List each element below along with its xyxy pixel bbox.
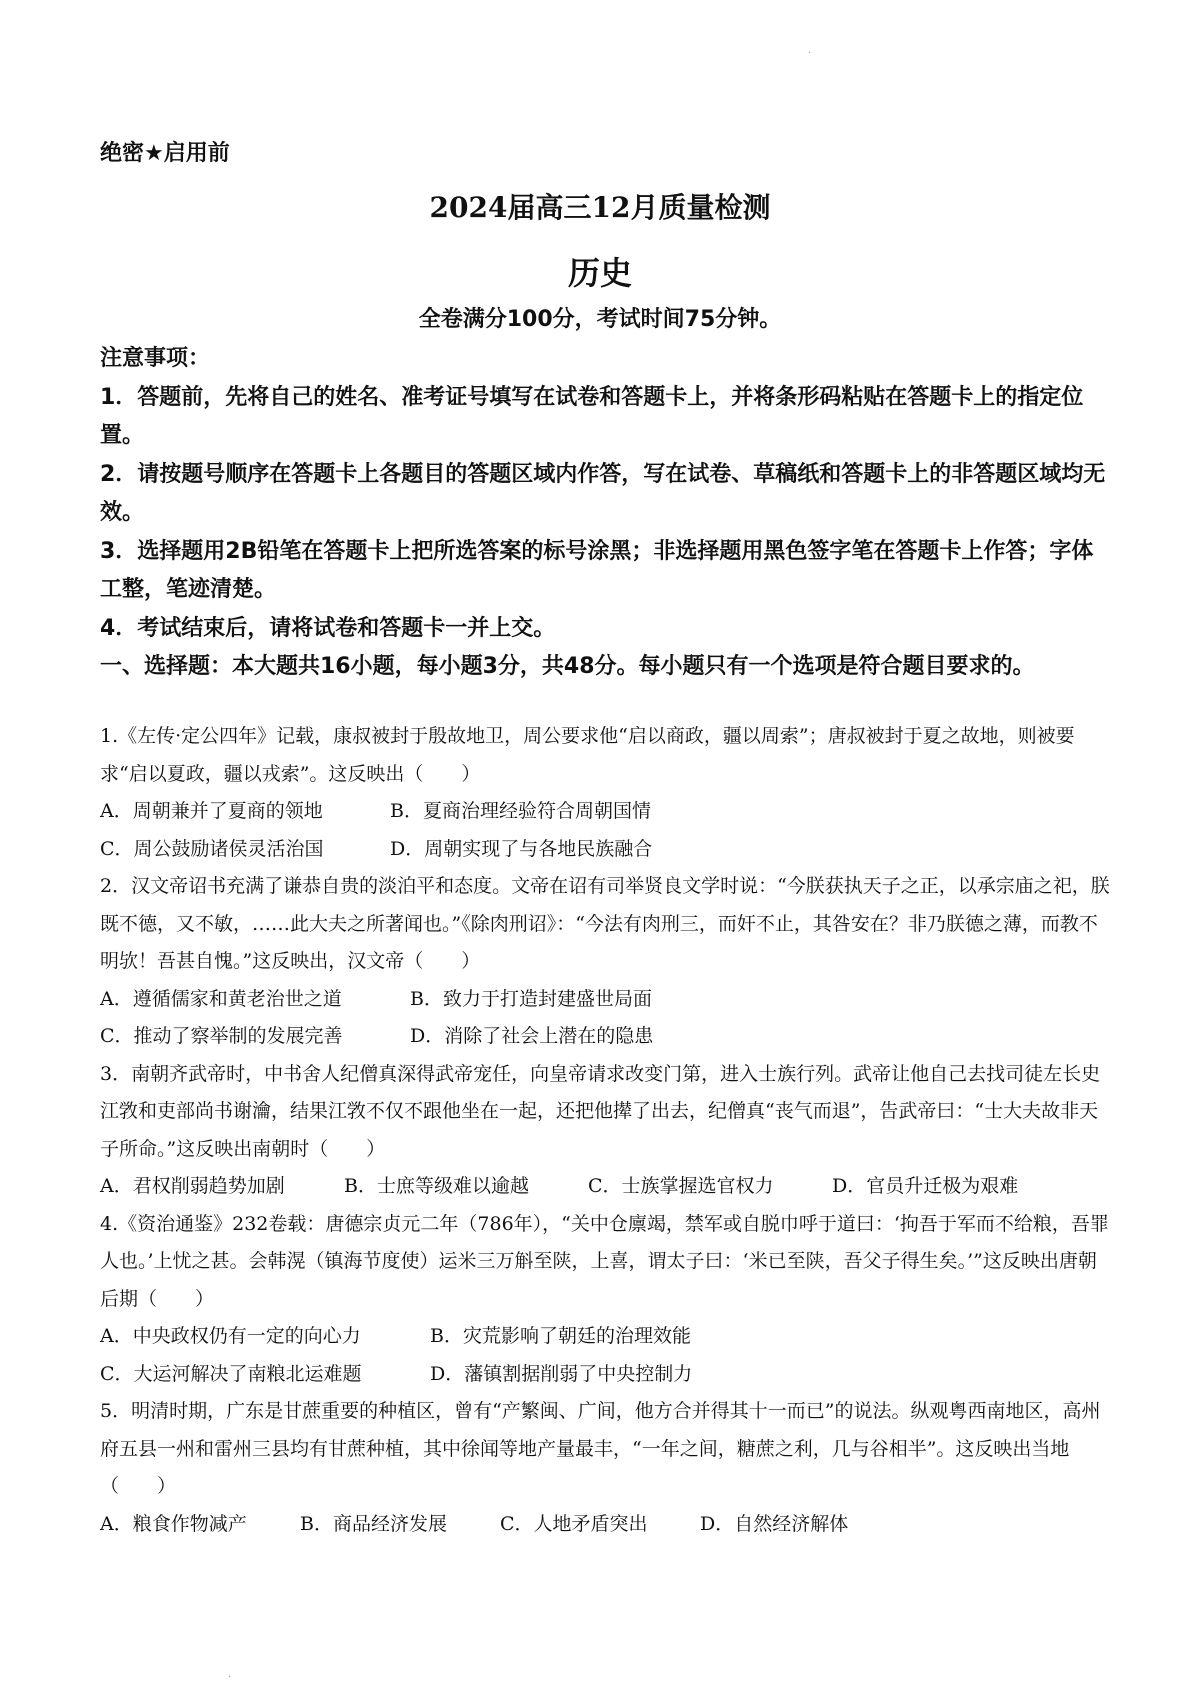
section-heading: 一、选择题：本大题共16小题，每小题3分，共48分。每小题只有一个选项是符合题目要求的。: [100, 654, 1035, 679]
question-stem: 1.《左传·定公四年》记载，康叔被封于殷故地卫，周公要求他“启以商政，疆以周索”；唐叔被封于夏之故地，则被要求“启以夏政，疆以戎索”。这反映出（ ）: [100, 725, 1075, 785]
option: D．自然经济解体: [700, 1512, 849, 1535]
exam-title: 2024届高三12月质量检测: [429, 191, 771, 224]
option: A．粮食作物减产: [100, 1512, 247, 1535]
option-row: [100, 1318, 1110, 1356]
option: B．致力于打造封建盛世局面: [410, 987, 652, 1010]
notes-heading: 注意事项：: [100, 346, 211, 371]
option: B．灾荒影响了朝廷的治理效能: [430, 1325, 691, 1347]
question-stem: 3．南朝齐武帝时，中书舍人纪僧真深得武帝宠任，向皇帝请求改变门第，进入士族行列。武帝让他自己去找司徒左长史江敩和吏部尚书谢瀹，结果江敩不仅不跟他坐在一起，还把他撵了出去，纪僧真“丧气而退”，告武帝曰：“士大夫故非天子所命。”这反映出南朝时（ ）: [100, 1062, 1101, 1160]
option: A．遵循儒家和黄老治世之道: [100, 987, 342, 1010]
option: B．商品经济发展: [300, 1512, 447, 1535]
option: C．推动了察举制的发展完善: [100, 1025, 343, 1047]
option: B．夏商治理经验符合周朝国情: [390, 800, 651, 822]
note-item: 2．请按题号顺序在答题卡上各题目的答题区域内作答，写在试卷、草稿纸和答题卡上的非答题区域均无效。: [100, 461, 1106, 525]
notes-section: [100, 340, 1110, 687]
option: D．官员升迁极为艰难: [832, 1175, 1019, 1197]
option-row: [100, 981, 1110, 1019]
option: A．君权削弱趋势加剧: [100, 1175, 285, 1197]
option: A．中央政权仍有一定的向心力: [100, 1325, 361, 1347]
option: C．人地矛盾突出: [500, 1512, 648, 1535]
score-time-line: 全卷满分100分，考试时间75分钟。: [418, 307, 782, 332]
option-row: [100, 1018, 1110, 1056]
option-row: [100, 793, 1110, 831]
option-row: [100, 1168, 1110, 1206]
secret-label: 绝密★启用前: [100, 141, 230, 166]
scan-speck: ·: [808, 48, 812, 59]
option-row: [100, 1506, 1110, 1544]
option: B．士庶等级难以逾越: [344, 1175, 529, 1197]
option-row: [100, 831, 1110, 869]
question-stem: 5．明清时期，广东是甘蔗重要的种植区，曾有“产繁闽、广间，他方合并得其十一而已”的说法。纵观粤西南地区，高州府五县一州和雷州三县均有甘蔗种植，其中徐闻等地产量最丰，“一年之间，糖蔗之利，几与谷相半”。这反映出当地（ ）: [100, 1400, 1101, 1497]
option: A．周朝兼并了夏商的领地: [100, 800, 323, 822]
option: D．消除了社会上潜在的隐患: [410, 1025, 654, 1047]
note-item: 1．答题前，先将自己的姓名、准考证号填写在试卷和答题卡上，并将条形码粘贴在答题卡上的指定位置。: [100, 384, 1084, 448]
option: D．周朝实现了与各地民族融合: [390, 837, 653, 860]
question-stem: 2．汉文帝诏书充满了谦恭自贵的淡泊平和态度。文帝在诏有司举贤良文学时说：“今朕获执天子之正，以承宗庙之祀，朕既不德，又不敏，……此大夫之所著闻也。”《除肉刑诏》：“今法有肉刑三，而奸不止，其咎安在？非乃朕德之薄，而教不明欤！吾甚自愧。”这反映出，汉文帝（ ）: [100, 875, 1110, 972]
questions-section: [100, 718, 1110, 1543]
subject-title: 历史: [567, 254, 632, 292]
option: C．士族掌握选官权力: [588, 1175, 774, 1197]
option: C．周公鼓励诸侯灵活治国: [100, 837, 324, 860]
option: C．大运河解决了南粮北运难题: [100, 1362, 362, 1385]
option-row: [100, 1356, 1110, 1394]
scan-speck: ·: [228, 1672, 232, 1683]
note-item: 3．选择题用2B铅笔在答题卡上把所选答案的标号涂黑；非选择题用黑色签字笔在答题卡上作答；字体工整，笔迹清楚。: [100, 538, 1094, 602]
option: D．藩镇割据削弱了中央控制力: [430, 1362, 693, 1385]
question-stem: 4.《资治通鉴》232卷载：唐德宗贞元二年（786年），“关中仓廪竭，禁军或自脱巾呼于道曰：‘拘吾于军而不给粮，吾罪人也。’上忧之甚。会韩滉（镇海节度使）运米三万斛至陕，上喜，谓太子曰：‘米已至陕，吾父子得生矣。’”这反映出唐朝后期（ ）: [100, 1212, 1109, 1310]
note-item: 4．考试结束后，请将试卷和答题卡一并上交。: [100, 615, 556, 641]
